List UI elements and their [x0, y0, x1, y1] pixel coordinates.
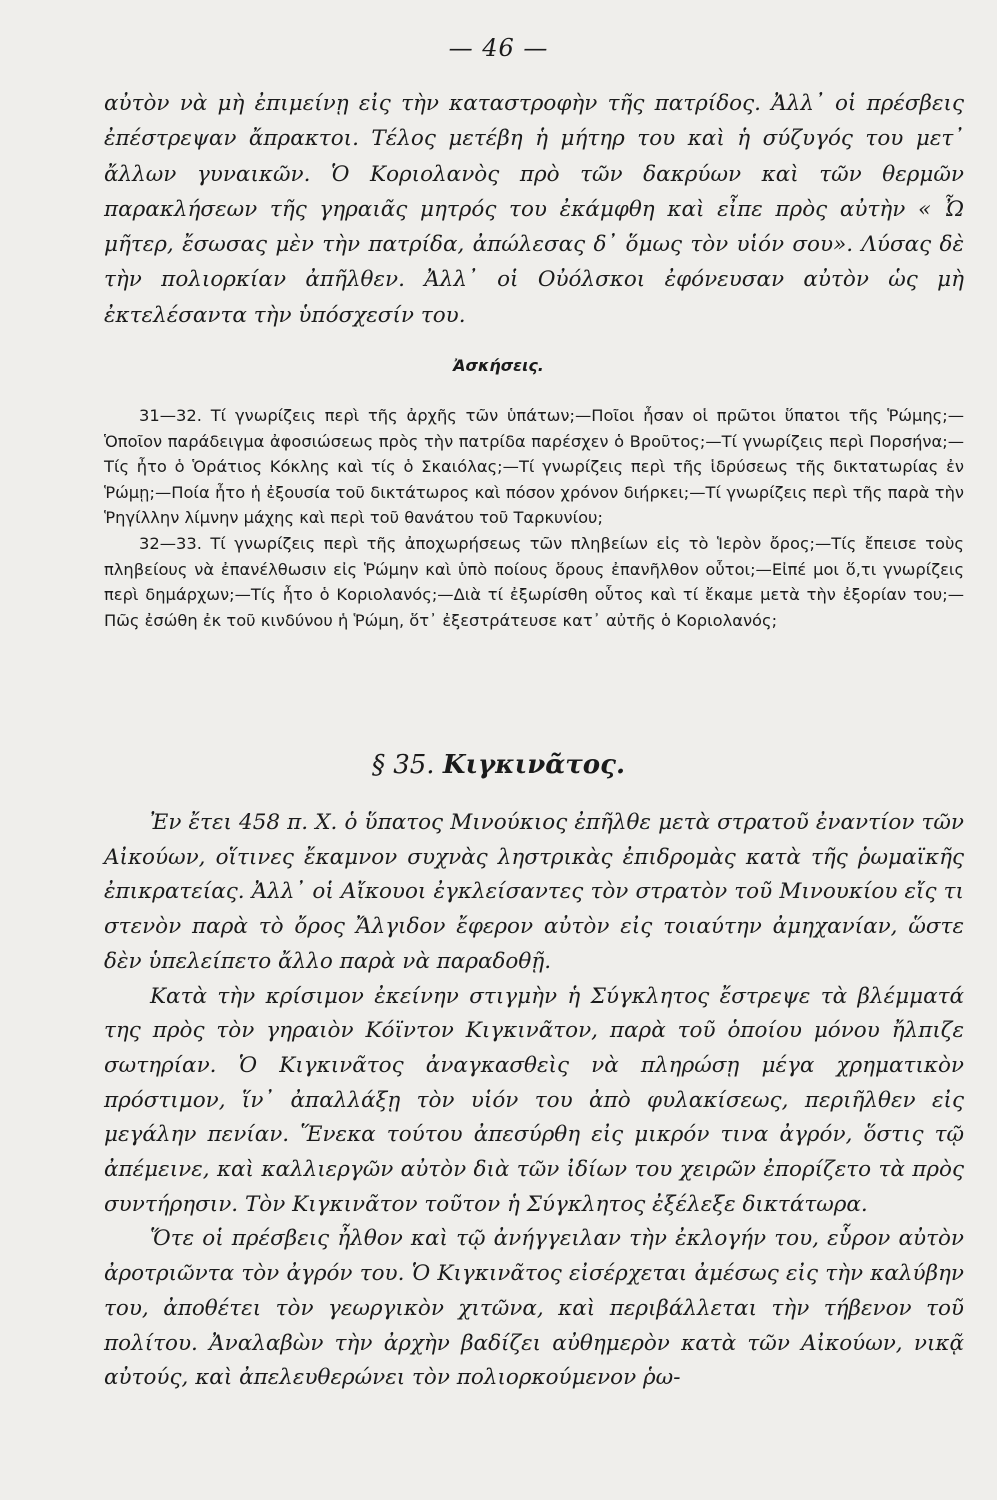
section-title: Κιγκινᾶτος. — [442, 750, 626, 780]
page-number: — 46 — — [448, 34, 549, 62]
section-body — [104, 806, 964, 1396]
body-paragraph: Κατὰ τὴν κρίσιμον ἐκείνην στιγμὴν ἡ Σύγκλητος ἔστρεψε τὰ βλέμματά της πρὸς τὸν γηραιὸν Κόϊντον Κιγκινᾶτον, παρὰ τοῦ ὁποίου μόνου ἤλπιζε σωτηρίαν. Ὁ Κιγκινᾶτος ἀναγκασθεὶς νὰ πληρώσῃ μέγα χρηματικὸν πρόστιμον, ἵν᾽ ἀπαλλάξῃ τὸν υἱόν του ἀπὸ φυλακίσεως, περιῆλθεν εἰς μεγάλην πενίαν. Ἕνεκα τούτου ἀπεσύρθη εἰς μικρόν τινα ἀγρόν, ὅστις τῷ ἀπέμεινε, καὶ καλλιεργῶν αὐτὸν διὰ τῶν ἰδίων του χειρῶν ἐπορίζετο τὰ πρὸς συντήρησιν. Τὸν Κιγκινᾶτον τοῦτον ἡ Σύγκλητος ἐξέλεξε δικτάτωρα. — [104, 983, 964, 1217]
exercise-paragraph: 31—32. Τί γνωρίζεις περὶ τῆς ἀρχῆς τῶν ὑπάτων;—Ποῖοι ἦσαν οἱ πρῶτοι ὕπατοι τῆς Ῥώμης;—Ὁποῖον παράδειγμα ἀφοσιώσεως πρὸς τὴν πατρίδα παρέσχεν ὁ Βροῦτος;—Τί γνωρίζεις περὶ Πορσήνα;—Τίς ἦτο ὁ Ὁράτιος Κόκλης καὶ τίς ὁ Σκαιόλας;—Τί γνωρίζεις περὶ τῆς ἱδρύσεως τῆς δικτατωρίας ἐν Ῥώμῃ;—Ποία ἦτο ἡ ἐξουσία τοῦ δικτάτωρος καὶ πόσον χρόνον διήρκει;—Τί γνωρίζεις περὶ τῆς παρὰ τὴν Ῥηγίλλην λίμνην μάχης καὶ περὶ τοῦ θανάτου τοῦ Ταρκυνίου; — [104, 406, 964, 528]
exercise-paragraph: 32—33. Τί γνωρίζεις περὶ τῆς ἀποχωρήσεως τῶν πληβείων εἰς τὸ Ἱερὸν ὄρος;—Τίς ἔπεισε τοὺς πληβείους νὰ ἐπανέλθωσιν εἰς Ῥώμην καὶ ὑπὸ ποίους ὅρους ἐπανῆλθον οὗτοι;—Εἰπέ μοι ὅ,τι γνωρίζεις περὶ δημάρχων;—Τίς ἦτο ὁ Κοριολανός;—Διὰ τί ἐξωρίσθη οὗτος καὶ τί ἔκαμε μετὰ τὴν ἐξορίαν του;—Πῶς ἐσώθη ἐκ τοῦ κινδύνου ἡ Ῥώμη, ὅτ᾽ ἐξεστράτευσε κατ᾽ αὐτῆς ὁ Κοριολανός; — [104, 533, 964, 630]
section-heading — [0, 750, 997, 780]
section-number: § 35. — [371, 750, 435, 780]
exercises-section — [104, 403, 964, 633]
exercises-heading: Ἀσκήσεις. — [453, 356, 544, 375]
body-paragraph: Ἐν ἔτει 458 π. Χ. ὁ ὕπατος Μινούκιος ἐπῆλθε μετὰ στρατοῦ ἐναντίον τῶν Αἰκούων, οἵτινες ἔκαμνον συχνὰς ληστρικὰς ἐπιδρομὰς κατὰ τῆς ῥωμαϊκῆς ἐπικρατείας. Ἀλλ᾽ οἱ Αἴκουοι ἐγκλείσαντες τὸν στρατὸν τοῦ Μινουκίου εἴς τι στενὸν παρὰ τὸ ὄρος Ἄλγιδον ἔφερον αὐτὸν εἰς τοιαύτην ἀμηχανίαν, ὥστε δὲν ὑπελείπετο ἄλλο παρὰ νὰ παραδοθῇ. — [104, 810, 964, 974]
continued-paragraph: αὐτὸν νὰ μὴ ἐπιμείνῃ εἰς τὴν καταστροφὴν τῆς πατρίδος. Ἀλλ᾽ οἱ πρέσβεις ἐπέστρεψαν ἄπρακτοι. Τέλος μετέβη ἡ μήτηρ του καὶ ἡ σύζυγός του μετ᾽ ἄλλων γυναικῶν. Ὁ Κοριολανὸς πρὸ τῶν δακρύων καὶ τῶν θερμῶν παρακλήσεων τῆς γηραιᾶς μητρός του ἐκάμφθη καὶ εἶπε πρὸς αὐτὴν « Ὦ μῆτερ, ἔσωσας μὲν τὴν πατρίδα, ἀπώλεσας δ᾽ ὅμως τὸν υἱόν σου». Λύσας δὲ τὴν πολιορκίαν ἀπῆλθεν. Ἀλλ᾽ οἱ Οὐόλσκοι ἐφόνευσαν αὐτὸν ὡς μὴ ἐκτελέσαντα τὴν ὑπόσχεσίν του. — [104, 91, 964, 328]
body-paragraph: Ὅτε οἱ πρέσβεις ἦλθον καὶ τῷ ἀνήγγειλαν τὴν ἐκλογήν του, εὗρον αὐτὸν ἀροτριῶντα τὸν ἀγρόν του. Ὁ Κιγκινᾶτος εἰσέρχεται ἀμέσως εἰς τὴν καλύβην του, ἀποθέτει τὸν γεωργικὸν χιτῶνα, καὶ περιβάλλεται τὴν τήβενον τοῦ πολίτου. Ἀναλαβὼν τὴν ἀρχὴν βαδίζει αὐθημερὸν κατὰ τῶν Αἰκούων, νικᾷ αὐτούς, καὶ ἀπελευθερώνει τὸν πολιορκούμενον ῥω- — [104, 1226, 964, 1391]
